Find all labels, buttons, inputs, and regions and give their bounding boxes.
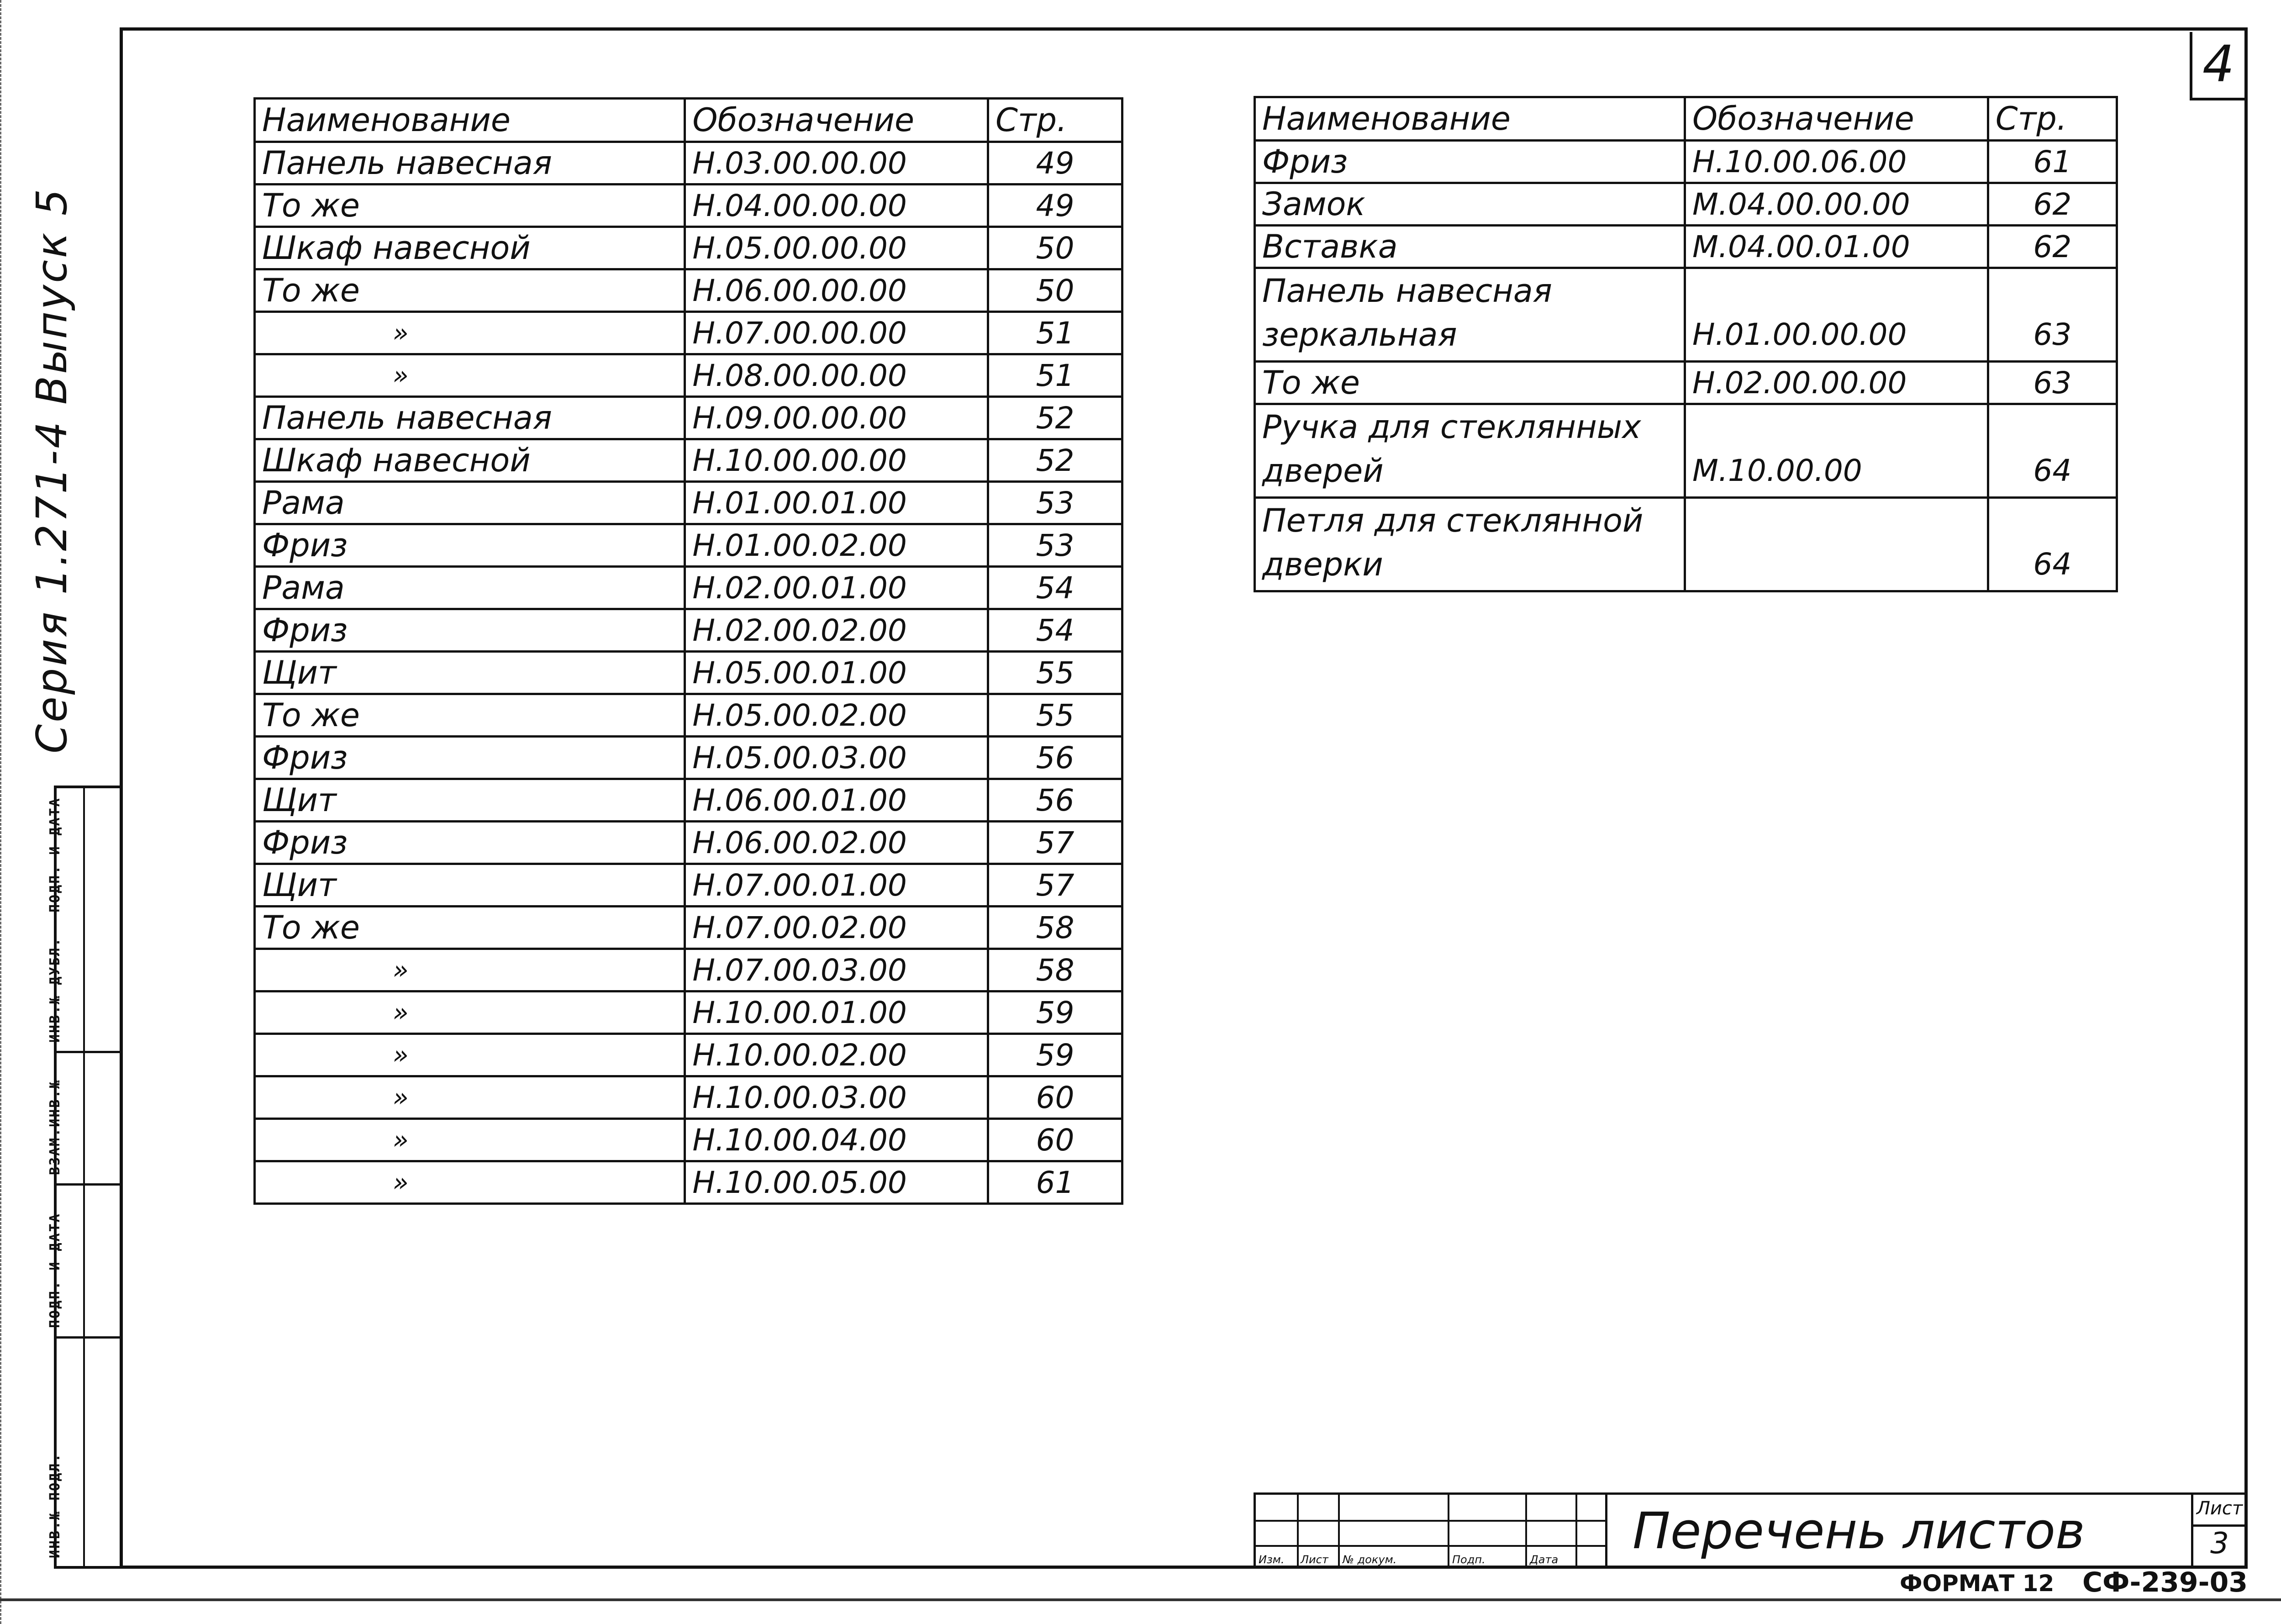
header-designation: Обозначение (1685, 97, 1988, 141)
cell-name: Фриз (255, 822, 685, 864)
cell-designation: Н.10.00.00.00 (685, 439, 988, 482)
cell-page: 50 (988, 269, 1122, 312)
table-row (1255, 183, 2117, 226)
cell-name: » (255, 354, 685, 397)
rev-header: Изм. (1259, 1553, 1285, 1566)
cell-page: 62 (1988, 183, 2117, 226)
table-header-row (255, 99, 1122, 142)
cell-designation: Н.02.00.00.00 (1685, 362, 1988, 404)
cell-name: То же (255, 269, 685, 312)
cell-name: » (255, 1161, 685, 1204)
cell-name: Щит (255, 864, 685, 907)
cell-designation: Н.10.00.02.00 (685, 1034, 988, 1076)
cell-page: 58 (988, 949, 1122, 991)
cell-name: » (255, 949, 685, 991)
rev-header: Подп. (1452, 1553, 1486, 1566)
table-row (1255, 362, 2117, 404)
table-row (255, 397, 1122, 439)
cell-name: Фриз (255, 609, 685, 652)
stamp-label: ПОДП. И ДАТА (47, 797, 63, 912)
table-row (255, 949, 1122, 991)
table-row (1255, 226, 2117, 268)
cell-designation: Н.05.00.02.00 (685, 694, 988, 737)
cell-designation: Н.06.00.01.00 (685, 779, 988, 822)
cell-page: 59 (988, 991, 1122, 1034)
cell-name: Панель навесная (255, 397, 685, 439)
sheet-list-table-left (253, 97, 1123, 1205)
cell-page: 56 (988, 779, 1122, 822)
cell-designation: М.04.00.01.00 (1685, 226, 1988, 268)
table-row (255, 1034, 1122, 1076)
cell-designation: Н.05.00.03.00 (685, 737, 988, 779)
cell-page: 53 (988, 482, 1122, 524)
cell-page: 58 (988, 907, 1122, 949)
cell-page: 55 (988, 694, 1122, 737)
table-header-row (1255, 97, 2117, 141)
stamp-cell (47, 921, 120, 1053)
rev-header: № докум. (1343, 1553, 1397, 1566)
binding-edge (0, 0, 3, 1624)
cell-page: 52 (988, 439, 1122, 482)
format-label: ФОРМАТ 12 (1900, 1570, 2054, 1597)
header-name: Наименование (1255, 97, 1685, 141)
sheet-list-table-right (1254, 96, 2118, 592)
cell-page: 54 (988, 567, 1122, 609)
table-row (255, 439, 1122, 482)
rev-header: Дата (1530, 1553, 1559, 1566)
cell-name: Фриз (255, 737, 685, 779)
header-name: Наименование (255, 99, 685, 142)
series-issue-title: Серия 1.271-4 Выпуск 5 (27, 187, 76, 754)
cell-name: Замок (1255, 183, 1685, 226)
cell-page: 63 (1988, 362, 2117, 404)
sheet-value: 3 (2210, 1527, 2229, 1561)
table-row (255, 567, 1122, 609)
cell-page: 57 (988, 864, 1122, 907)
table-row (255, 609, 1122, 652)
cell-name: Панель навесная зеркальная (1255, 268, 1685, 362)
table-row (255, 227, 1122, 269)
document-title: Перечень листов (1633, 1502, 2085, 1560)
cell-name: Шкаф навесной (255, 439, 685, 482)
table-row (255, 269, 1122, 312)
cell-page: 62 (1988, 226, 2117, 268)
approval-stamp-column (47, 786, 120, 1569)
table-row (255, 652, 1122, 694)
table-row (255, 312, 1122, 354)
table-row (255, 185, 1122, 227)
table-row (1255, 404, 2117, 498)
cell-name: Ручка для стеклянных дверей (1255, 404, 1685, 498)
cell-designation: Н.09.00.00.00 (685, 397, 988, 439)
stamp-label: ПОДП. И ДАТА (47, 1213, 63, 1328)
cell-page: 59 (988, 1034, 1122, 1076)
stamp-cell (47, 1339, 120, 1569)
cell-designation: Н.04.00.00.00 (685, 185, 988, 227)
table-row (1255, 268, 2117, 362)
cell-name: Петля для стеклянной дверки (1255, 498, 1685, 591)
header-page: Стр. (1988, 97, 2117, 141)
cell-name: Щит (255, 779, 685, 822)
header-page: Стр. (988, 99, 1122, 142)
cell-name: Рама (255, 482, 685, 524)
cell-designation (1685, 498, 1988, 591)
cell-name: То же (1255, 362, 1685, 404)
cell-designation: Н.10.00.05.00 (685, 1161, 988, 1204)
table-row (255, 822, 1122, 864)
cell-page: 64 (1988, 404, 2117, 498)
cell-designation: Н.07.00.02.00 (685, 907, 988, 949)
cell-page: 51 (988, 354, 1122, 397)
cell-page: 64 (1988, 498, 2117, 591)
stamp-label: ИНВ.№ ПОДЛ. (47, 1452, 63, 1558)
table-row (255, 524, 1122, 567)
cell-page: 54 (988, 609, 1122, 652)
cell-page: 61 (1988, 141, 2117, 183)
cell-designation: Н.03.00.00.00 (685, 142, 988, 185)
table-row (255, 482, 1122, 524)
cell-name: » (255, 1076, 685, 1119)
cell-name: » (255, 991, 685, 1034)
revision-grid (1254, 1492, 1607, 1569)
bottom-edge-line (0, 1598, 2281, 1601)
table-row (255, 1161, 1122, 1204)
table-row (1255, 498, 2117, 591)
cell-designation: Н.05.00.01.00 (685, 652, 988, 694)
cell-designation: Н.02.00.01.00 (685, 567, 988, 609)
cell-name: Панель навесная (255, 142, 685, 185)
cell-designation: Н.06.00.02.00 (685, 822, 988, 864)
cell-designation: Н.06.00.00.00 (685, 269, 988, 312)
cell-name: Вставка (1255, 226, 1685, 268)
cell-page: 49 (988, 142, 1122, 185)
cell-designation: Н.01.00.02.00 (685, 524, 988, 567)
stamp-cell (47, 1186, 120, 1339)
stamp-cell (47, 788, 120, 921)
table-row (255, 737, 1122, 779)
table-row (255, 991, 1122, 1034)
table-row (255, 864, 1122, 907)
table-row (1255, 141, 2117, 183)
cell-page: 63 (1988, 268, 2117, 362)
table-row (255, 142, 1122, 185)
cell-designation: М.04.00.00.00 (1685, 183, 1988, 226)
cell-designation: Н.10.00.06.00 (1685, 141, 1988, 183)
cell-designation: М.10.00.00 (1685, 404, 1988, 498)
cell-designation: Н.05.00.00.00 (685, 227, 988, 269)
stamp-label: ВЗАМ.ИНВ.№ (47, 1079, 63, 1175)
table-row (255, 354, 1122, 397)
drawing-code: СФ-239-03 (2082, 1566, 2248, 1598)
cell-designation: Н.10.00.01.00 (685, 991, 988, 1034)
sheet-number-box (2191, 1492, 2246, 1569)
cell-page: 55 (988, 652, 1122, 694)
cell-page: 60 (988, 1076, 1122, 1119)
cell-name: Шкаф навесной (255, 227, 685, 269)
table-row (255, 907, 1122, 949)
rev-header: Лист (1301, 1553, 1328, 1566)
sheet-corner-number: 4 (2190, 32, 2244, 100)
cell-name: То же (255, 907, 685, 949)
cell-name: То же (255, 694, 685, 737)
cell-page: 51 (988, 312, 1122, 354)
cell-designation: Н.08.00.00.00 (685, 354, 988, 397)
cell-page: 53 (988, 524, 1122, 567)
cell-designation: Н.02.00.02.00 (685, 609, 988, 652)
cell-name: Фриз (1255, 141, 1685, 183)
table-row (255, 779, 1122, 822)
cell-name: То же (255, 185, 685, 227)
cell-name: Щит (255, 652, 685, 694)
title-block (1254, 1492, 2244, 1569)
cell-page: 50 (988, 227, 1122, 269)
cell-name: Фриз (255, 524, 685, 567)
cell-page: 49 (988, 185, 1122, 227)
cell-designation: Н.01.00.00.00 (1685, 268, 1988, 362)
table-row (255, 1076, 1122, 1119)
cell-name: » (255, 1119, 685, 1161)
cell-name: » (255, 312, 685, 354)
table-row (255, 1119, 1122, 1161)
cell-designation: Н.07.00.01.00 (685, 864, 988, 907)
cell-page: 61 (988, 1161, 1122, 1204)
cell-page: 52 (988, 397, 1122, 439)
stamp-label: ИНВ.№ ДУБЛ. (47, 937, 63, 1043)
cell-designation: Н.01.00.01.00 (685, 482, 988, 524)
cell-designation: Н.07.00.00.00 (685, 312, 988, 354)
cell-designation: Н.07.00.03.00 (685, 949, 988, 991)
header-designation: Обозначение (685, 99, 988, 142)
cell-designation: Н.10.00.04.00 (685, 1119, 988, 1161)
cell-page: 60 (988, 1119, 1122, 1161)
cell-name: » (255, 1034, 685, 1076)
cell-page: 57 (988, 822, 1122, 864)
stamp-cell (47, 1053, 120, 1186)
cell-designation: Н.10.00.03.00 (685, 1076, 988, 1119)
cell-page: 56 (988, 737, 1122, 779)
sheet-label: Лист (2193, 1492, 2246, 1527)
cell-name: Рама (255, 567, 685, 609)
table-row (255, 694, 1122, 737)
